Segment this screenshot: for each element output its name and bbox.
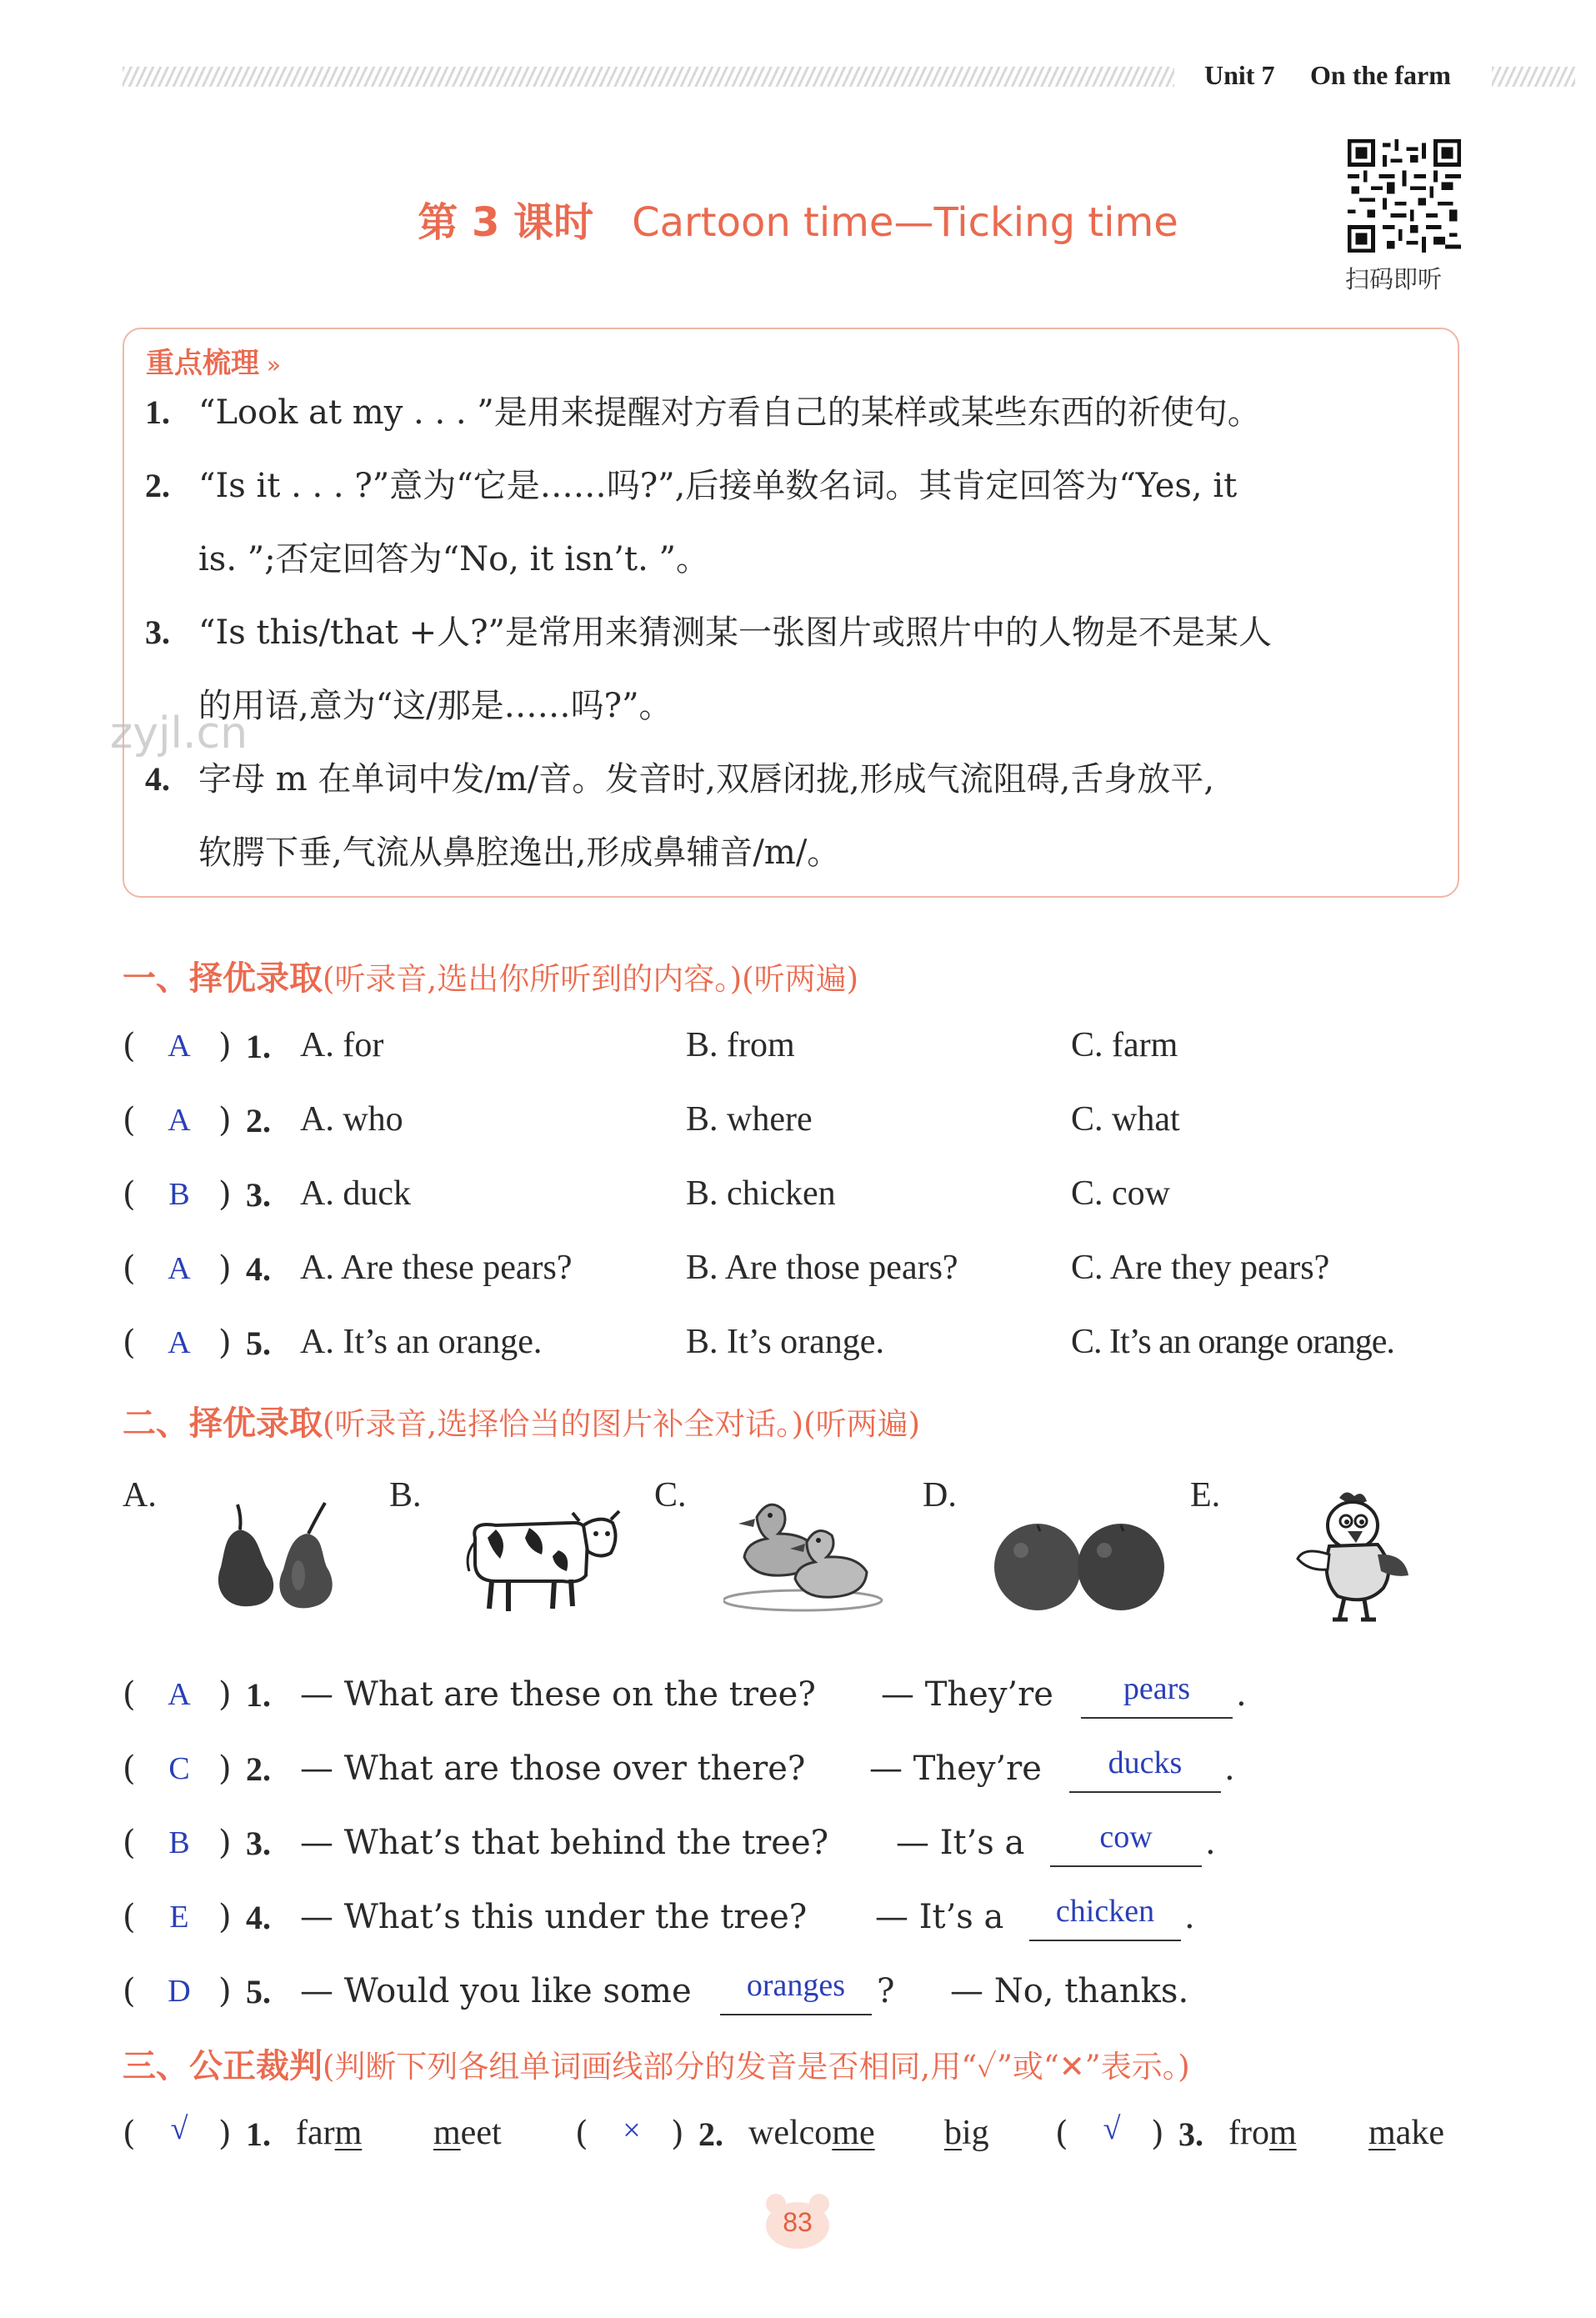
- reply-text: — It’s a: [875, 1898, 1004, 1936]
- option-a: A. duck: [300, 1174, 411, 1213]
- question-number: 4.: [246, 1899, 271, 1936]
- lesson-subtitle: Cartoon time—Ticking time: [632, 199, 1178, 246]
- key-point-3: 3. “Is this/that +人?”是常用来猜测某一张图片或照片中的人物是不是某人: [145, 613, 1273, 652]
- answer-value: A: [168, 1677, 191, 1712]
- answer-blank[interactable]: [1029, 1940, 1181, 1941]
- answer-blank[interactable]: [1069, 1791, 1221, 1793]
- blank-answer: chicken: [1055, 1894, 1155, 1929]
- reply-text: — No, thanks.: [950, 1972, 1189, 2010]
- key-point-1: 1. “Look at my . . . ”是用来提醒对方看自己的某样或某些东西的祈使句。: [145, 393, 1261, 432]
- option-c: C. what: [1071, 1100, 1180, 1139]
- word-big: big: [944, 2114, 989, 2152]
- end-punct: .: [1205, 1824, 1216, 1862]
- paren-open: (: [123, 1027, 136, 1065]
- section1-heading: 一、择优录取(听录音,选出你所听到的内容。)(听两遍): [123, 959, 859, 998]
- option-b: B. chicken: [686, 1174, 836, 1213]
- question-text: — What are those over there?: [300, 1750, 806, 1788]
- key-point-3-cont: 的用语,意为“这/那是……吗?”。: [198, 687, 673, 725]
- ducks-icon: [723, 1492, 903, 1617]
- question-number: 2.: [246, 1102, 271, 1139]
- word-from: from: [1228, 2114, 1297, 2152]
- option-c: C. cow: [1071, 1174, 1170, 1213]
- word-meet: meet: [433, 2114, 502, 2152]
- key-point-2-cont: is. ”;否定回答为“No, it isn’t. ”。: [198, 540, 709, 578]
- option-b: B. where: [686, 1100, 813, 1139]
- question-number: 5.: [246, 1324, 271, 1362]
- header-hatch-right: [1492, 67, 1575, 87]
- word-farm: farm: [296, 2114, 363, 2152]
- paren-close: ): [218, 1175, 232, 1214]
- answer-blank[interactable]: [1081, 1717, 1233, 1719]
- key-point-4-cont: 软腭下垂,气流从鼻腔逸出,形成鼻辅音/m/。: [198, 834, 841, 872]
- question-text: — What’s that behind the tree?: [300, 1824, 829, 1862]
- answer-value: A: [168, 1029, 191, 1064]
- option-a: A. It’s an orange.: [300, 1323, 543, 1361]
- section3-heading: 三、公正裁判(判断下列各组单词画线部分的发音是否相同,用“✓”或“✕”表示。): [123, 2047, 1190, 2085]
- paren-close: ): [218, 1249, 232, 1288]
- question-number: 4.: [246, 1250, 271, 1288]
- option-c: C. farm: [1071, 1026, 1178, 1064]
- option-c: C. Are they pears?: [1071, 1249, 1330, 1287]
- picture-label-a: A.: [123, 1476, 157, 1514]
- header-hatch-left: [123, 67, 1174, 87]
- option-a: A. who: [300, 1100, 403, 1139]
- end-punct: .: [1184, 1898, 1195, 1936]
- question-text: — What’s this under the tree?: [300, 1898, 808, 1936]
- question-text: — What are these on the tree?: [300, 1675, 816, 1714]
- picture-label-d: D.: [923, 1476, 957, 1514]
- option-b: B. It’s orange.: [686, 1323, 884, 1361]
- end-punct: ?: [877, 1972, 895, 2010]
- answer-blank[interactable]: [720, 2014, 872, 2015]
- item-number: 1.: [246, 2115, 271, 2153]
- paren-open: (: [123, 1101, 136, 1139]
- question-number: 1.: [246, 1676, 271, 1714]
- paren-open: (: [123, 1324, 136, 1362]
- reply-text: — They’re: [869, 1750, 1042, 1788]
- section2-heading: 二、择优录取(听录音,选择恰当的图片补全对话。)(听两遍): [123, 1404, 921, 1443]
- answer-value: A: [168, 1103, 191, 1138]
- key-points-heading: 重点梳理 »: [146, 347, 282, 380]
- paren-open: (: [123, 1249, 136, 1288]
- option-a: A. for: [300, 1026, 384, 1064]
- page-number: 83: [783, 2207, 813, 2237]
- question-number: 3.: [246, 1825, 271, 1862]
- option-b: B. from: [686, 1026, 795, 1064]
- picture-label-e: E.: [1190, 1476, 1221, 1514]
- answer-value: A: [168, 1251, 191, 1286]
- question-number: 1.: [246, 1028, 271, 1065]
- question-number: 2.: [246, 1750, 271, 1788]
- judge-answer: √: [170, 2111, 188, 2146]
- paren-open: (: [123, 1175, 136, 1214]
- answer-value: B: [168, 1177, 190, 1212]
- answer-value: A: [168, 1325, 191, 1360]
- option-c: C. It’s an orange orange.: [1071, 1323, 1394, 1361]
- oranges-icon: [992, 1521, 1167, 1613]
- end-punct: .: [1224, 1750, 1235, 1788]
- pears-icon: [200, 1496, 358, 1613]
- blank-answer: ducks: [1108, 1745, 1183, 1780]
- item-number: 3.: [1178, 2115, 1203, 2153]
- reply-text: — It’s a: [896, 1824, 1025, 1862]
- paren-close: ): [218, 1027, 232, 1065]
- answer-value: C: [168, 1751, 190, 1786]
- reply-text: — They’re: [881, 1675, 1053, 1714]
- qr-code-icon[interactable]: [1348, 139, 1461, 253]
- blank-answer: oranges: [746, 1968, 846, 2003]
- chicken-icon: [1288, 1488, 1413, 1625]
- end-punct: .: [1236, 1675, 1247, 1714]
- unit-topic: On the farm: [1310, 60, 1451, 90]
- blank-answer: cow: [1099, 1820, 1153, 1855]
- answer-value: E: [169, 1900, 189, 1935]
- answer-blank[interactable]: [1050, 1865, 1202, 1867]
- judge-answer: ×: [623, 2113, 641, 2148]
- answer-value: D: [168, 1974, 191, 2009]
- question-number: 3.: [246, 1176, 271, 1214]
- question-text: — Would you like some: [300, 1972, 692, 2010]
- paren-close: ): [218, 1324, 232, 1362]
- key-point-4: 4. 字母 m 在单词中发/m/音。发音时,双唇闭拢,形成气流阻碍,舌身放平,: [145, 760, 1215, 799]
- lesson-number: 第 3 课时: [418, 199, 594, 246]
- judge-answer: √: [1103, 2111, 1121, 2146]
- option-b: B. Are those pears?: [686, 1249, 958, 1287]
- watermark: zyjl.cn: [110, 708, 248, 758]
- option-a: A. Are these pears?: [300, 1249, 573, 1287]
- word-make: make: [1368, 2114, 1444, 2152]
- word-welcome: welcome: [748, 2114, 875, 2152]
- item-number: 2.: [698, 2115, 723, 2153]
- paren-close: ): [218, 1101, 232, 1139]
- unit-label: Unit 7: [1204, 60, 1275, 90]
- qr-label: 扫码即听: [1345, 265, 1443, 293]
- answer-value: B: [168, 1825, 190, 1860]
- blank-answer: pears: [1123, 1671, 1191, 1706]
- cow-icon: [463, 1504, 621, 1617]
- question-number: 5.: [246, 1973, 271, 2010]
- picture-label-b: B.: [389, 1476, 422, 1514]
- key-point-2: 2. “Is it . . . ?”意为“它是……吗?”,后接单数名词。其肯定回答为“Yes, it: [145, 467, 1238, 505]
- picture-label-c: C.: [654, 1476, 687, 1514]
